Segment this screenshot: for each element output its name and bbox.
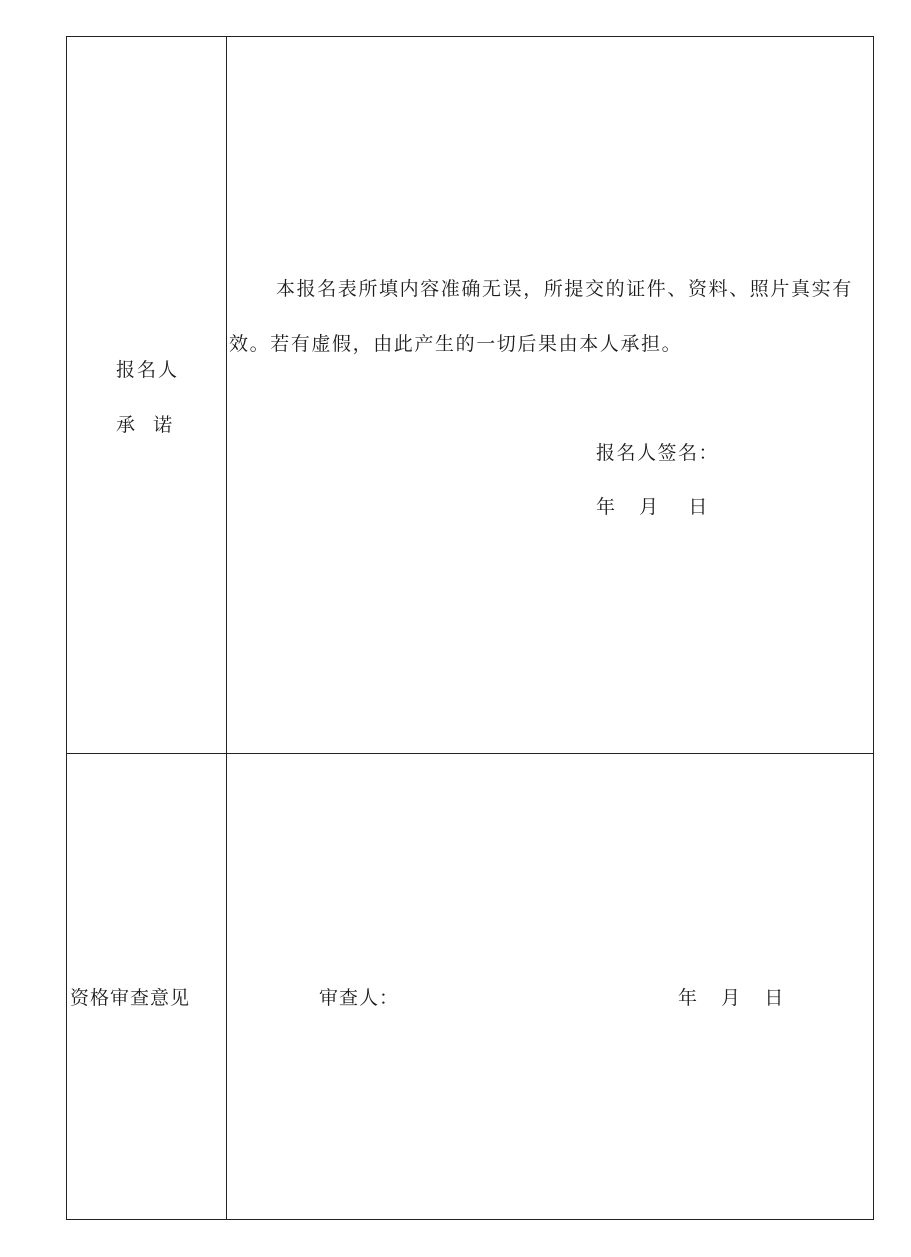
pledge-label-line1: 报名人 <box>116 359 180 381</box>
pledge-label-line2: 承 诺 <box>116 414 175 436</box>
registration-form-table <box>66 36 874 1220</box>
pledge-statement-line1: 本报名表所填内容准确无误，所提交的证件、资料、照片真实有 <box>276 278 853 300</box>
column-divider <box>226 37 227 1219</box>
review-date-label: 年 月 日 <box>678 987 784 1009</box>
row-divider <box>67 753 873 754</box>
pledge-date-label: 年 月 日 <box>596 496 708 518</box>
reviewer-label: 审查人： <box>319 987 400 1009</box>
pledge-statement-line2: 效。若有虚假，由此产生的一切后果由本人承担。 <box>229 333 683 355</box>
qualification-review-label: 资格审查意见 <box>70 987 191 1009</box>
applicant-signature-label: 报名人签名： <box>596 442 720 464</box>
